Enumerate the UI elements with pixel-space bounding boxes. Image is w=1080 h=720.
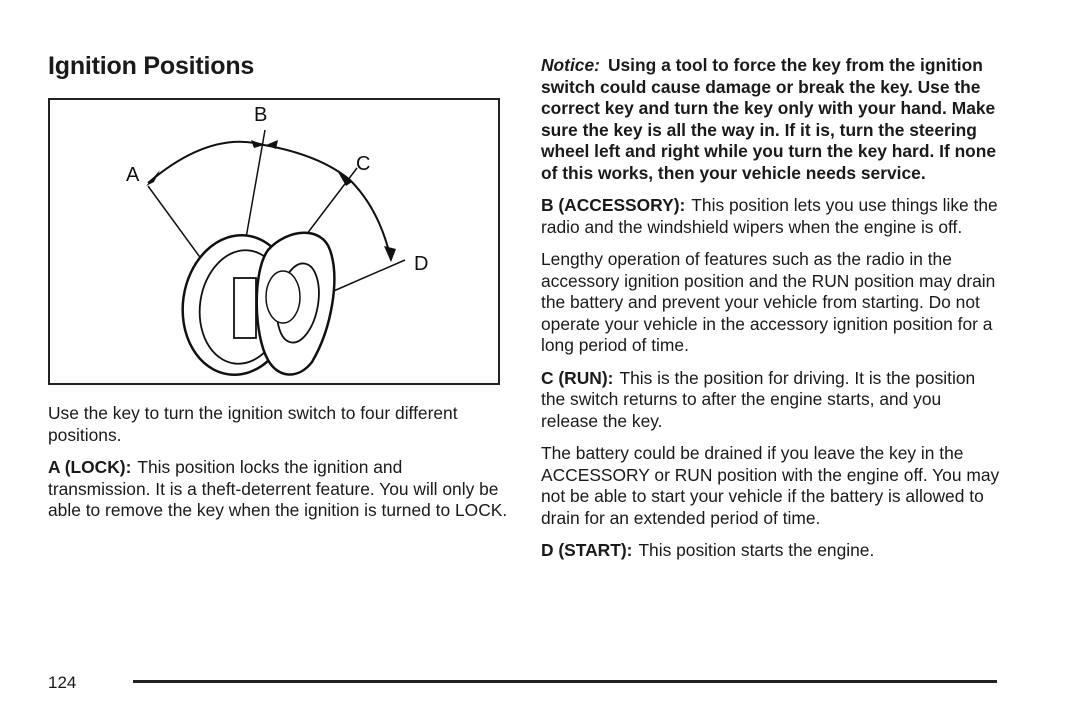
label-d: D — [414, 253, 429, 275]
accessory-paragraph — [541, 195, 1001, 238]
lock-text: This position locks the ignition and transmission. It is a theft-deterrent feature. You will only be able to remove the key when the ignition is turned to LOCK. — [48, 457, 508, 520]
notice-paragraph — [541, 55, 1001, 184]
ignition-switch-illustration — [50, 100, 498, 383]
notice-text: Using a tool to force the key from the ignition switch could cause damage or break the key. Use the correct key and turn the key only with your hand. Make sure the key is all the way in. If it is, turn the steering wheel left and right while you turn the key hard. If none of this works, then your vehicle needs service. — [541, 55, 997, 183]
label-b: B — [254, 104, 268, 126]
arrowhead-d — [384, 246, 396, 262]
run-text: This is the position for driving. It is the position the switch returns to after the engine starts, and you release the key. — [541, 367, 976, 431]
lock-paragraph — [48, 457, 508, 522]
lock-term: A (LOCK): — [48, 457, 132, 477]
ignition-positions-figure — [48, 98, 500, 385]
arrowhead-b-right — [266, 140, 278, 149]
page-number: 124 — [48, 673, 77, 692]
label-a: A — [126, 164, 140, 186]
page-title: Ignition Positions — [48, 52, 255, 80]
right-column — [541, 55, 1001, 573]
accessory-warning-paragraph: Lengthy operation of features such as the radio in the accessory ignition position and the RUN position may drain the battery and prevent your vehicle from starting. Do not operate your vehicle in the accessory ignition position for a long period of time. — [541, 249, 996, 355]
key-head-center — [266, 271, 300, 323]
start-text: This position starts the engine. — [638, 540, 875, 560]
run-term: C (RUN): — [541, 367, 614, 388]
leader-line-d — [329, 260, 405, 293]
footer-rule — [133, 680, 997, 683]
run-warning-paragraph: The battery could be drained if you leave the key in the ACCESSORY or RUN position with the engine off. You may not be able to start your vehicle if the battery is allowed to drain for an extended period of time. — [541, 443, 1000, 528]
key-slot — [234, 278, 256, 338]
accessory-term: B (ACCESSORY): — [541, 195, 686, 215]
leader-line-a — [148, 186, 202, 260]
intro-paragraph: Use the key to turn the ignition switch to four different positions. — [48, 403, 458, 445]
notice-label: Notice: — [541, 55, 600, 75]
start-paragraph — [541, 540, 1001, 562]
left-column — [48, 403, 508, 533]
arrowhead-a — [146, 170, 160, 186]
rotation-arc — [148, 142, 391, 260]
accessory-text: This position lets you use things like the radio and the windshield wipers when the engine is off. — [541, 195, 998, 237]
label-c: C — [356, 153, 371, 175]
run-paragraph — [541, 368, 1001, 433]
start-term: D (START): — [541, 540, 633, 560]
